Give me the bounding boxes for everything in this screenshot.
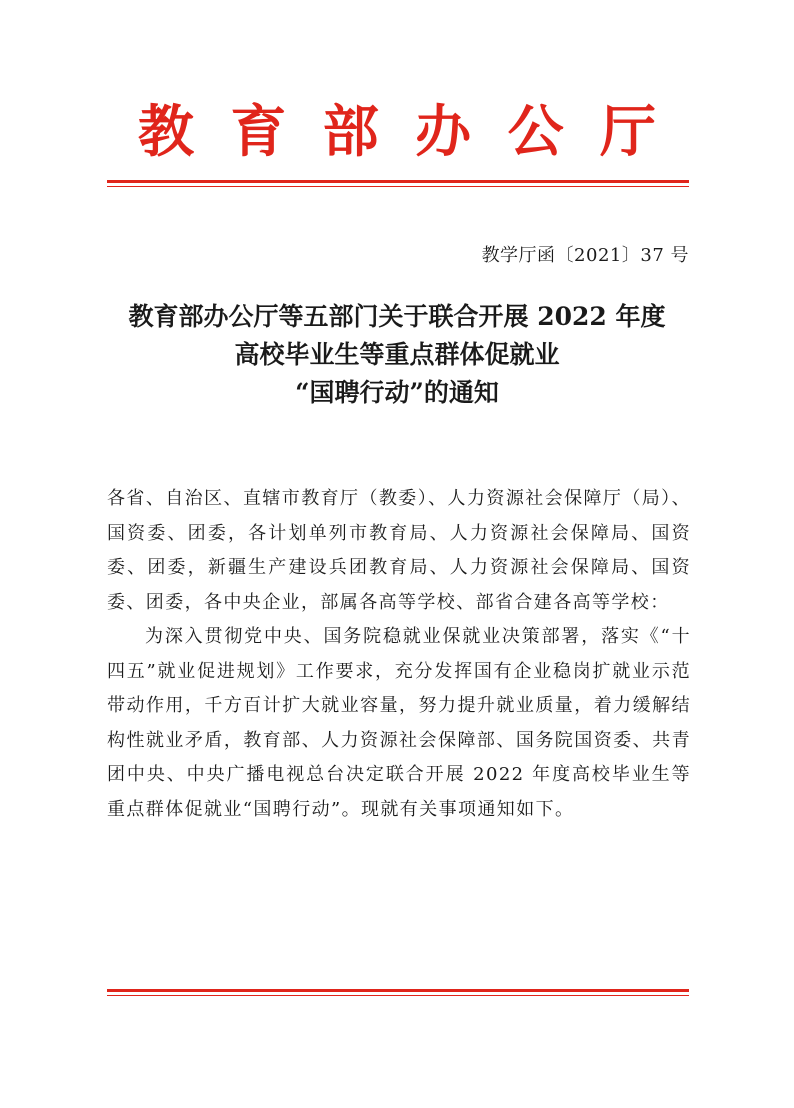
title-line-3: “国聘行动”的通知	[295, 378, 499, 407]
title-line-1: 教育部办公厅等五部门关于联合开展 2022 年度	[128, 302, 666, 331]
footer-thin-line	[107, 995, 689, 996]
footer-divider	[107, 989, 689, 996]
masthead	[100, 96, 694, 168]
addressee-paragraph: 各省、自治区、直辖市教育厅（教委）、人力资源社会保障厅（局）、国资委、团委，各计划单列市教育局、人力资源社会保障局、国资委、团委，新疆生产建设兵团教育局、人力资源社会保障局、国资委、团委，各中央企业，部属各高等学校、部省合建各高等学校：	[107, 488, 691, 613]
divider-thick-line	[107, 180, 689, 183]
body-paragraph: 为深入贯彻党中央、国务院稳就业保就业决策部署，落实《“十四五”就业促进规划》工作要求，充分发挥国有企业稳岗扩就业示范带动作用，千方百计扩大就业容量，努力提升就业质量，着力缓解结构性就业矛盾，教育部、人力资源社会保障部、国务院国资委、共青团中央、中央广播电视总台决定联合开展 2022 年度高校毕业生等重点群体促就业“国聘行动”。现就有关事项通知如下。	[107, 626, 691, 820]
masthead-char-1: 教	[138, 99, 194, 165]
title-line-2: 高校毕业生等重点群体促就业	[234, 340, 560, 369]
masthead-char-3: 部	[322, 99, 379, 165]
masthead-divider	[107, 180, 689, 187]
document-number: 教学厅函〔2021〕37 号	[481, 245, 689, 266]
document-title	[80, 298, 714, 412]
document-body	[107, 482, 691, 827]
divider-thin-line	[107, 186, 689, 187]
masthead-char-5: 公	[507, 99, 564, 165]
masthead-char-6: 厅	[599, 99, 656, 165]
footer-thick-line	[107, 989, 689, 992]
masthead-char-2: 育	[230, 99, 287, 165]
masthead-char-4: 办	[415, 99, 472, 165]
